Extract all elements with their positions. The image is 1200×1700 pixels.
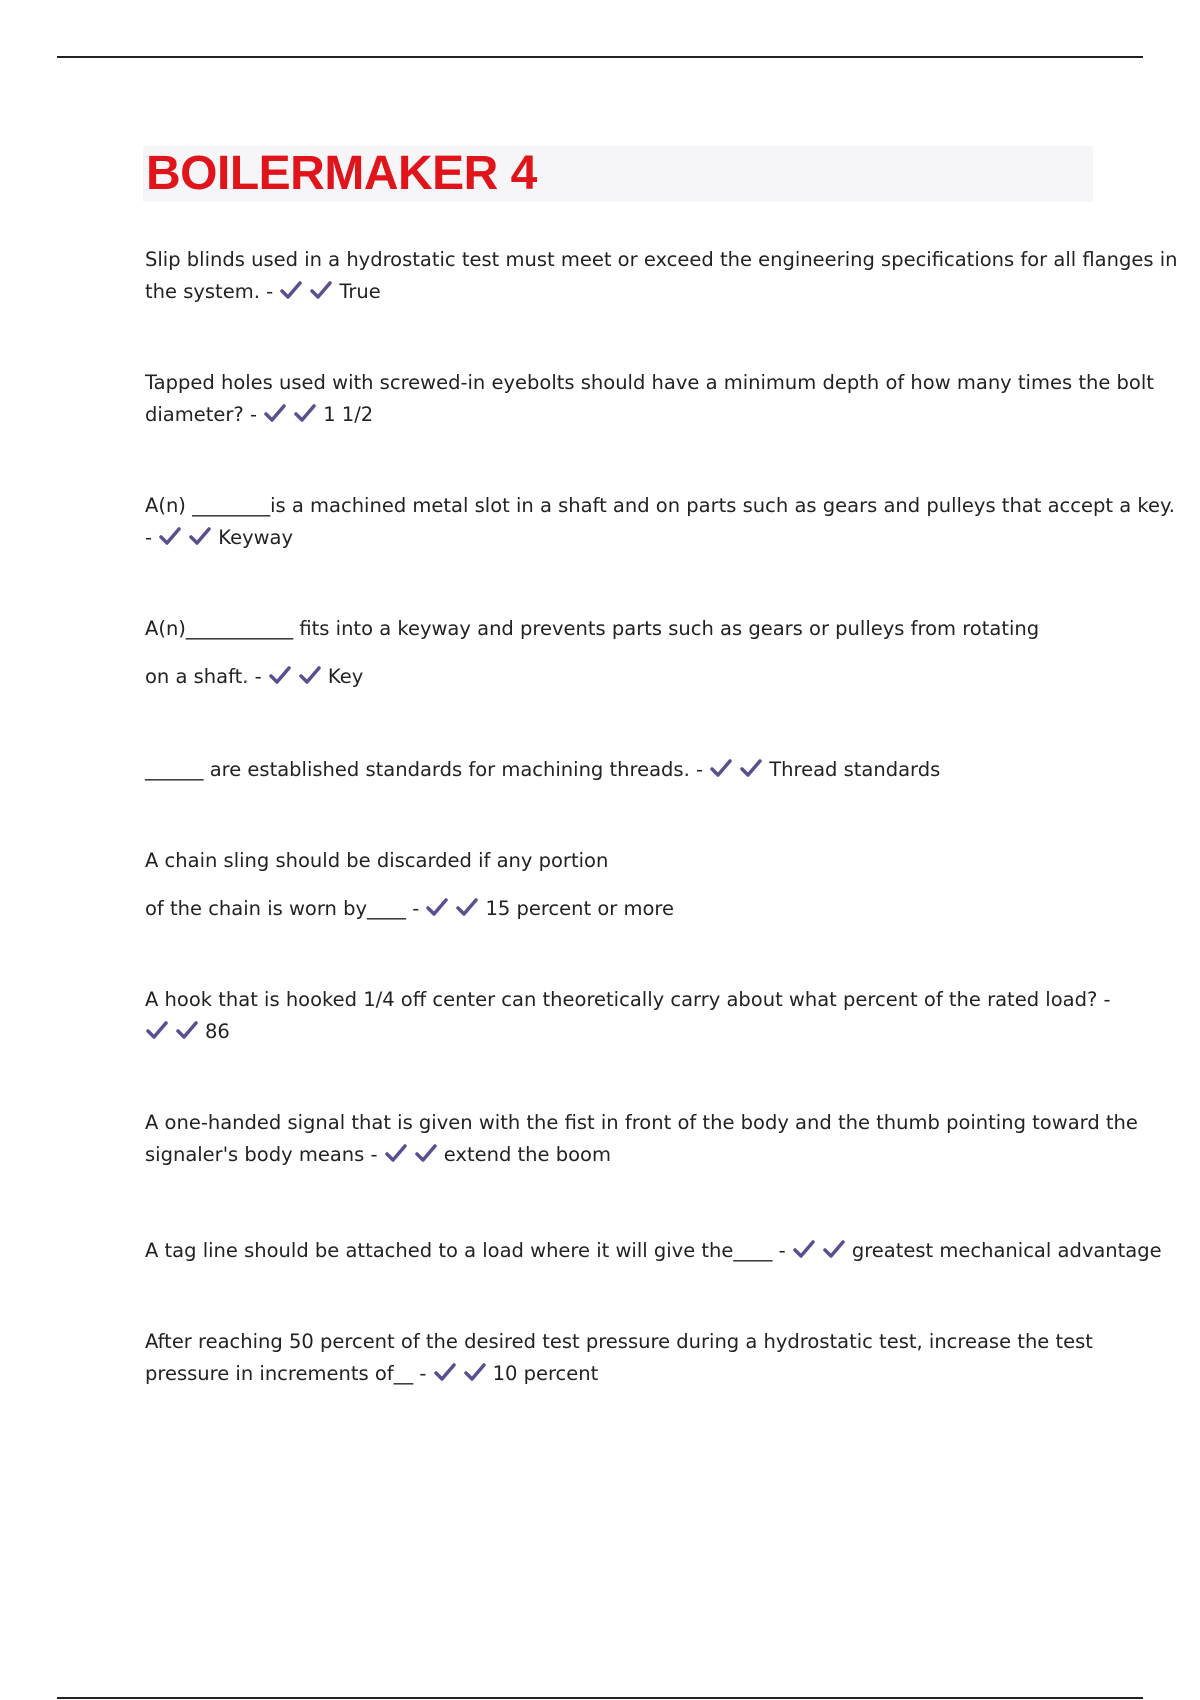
top-rule (57, 56, 1143, 58)
check-icon (455, 895, 479, 919)
check-icon (268, 663, 292, 687)
check-icon (822, 1237, 846, 1261)
question-item (145, 367, 1154, 431)
double-check-icon (384, 1143, 444, 1166)
double-check-icon (425, 897, 485, 920)
double-check-icon (158, 526, 218, 549)
answer-text: 15 percent or more (485, 897, 675, 920)
answer-text: 86 (205, 1020, 230, 1043)
question-item (145, 754, 1095, 786)
question-text: A(n)___________ fits into a keyway and prevents parts such as gears or pulleys from rotating (145, 617, 1040, 640)
double-check-icon (709, 758, 769, 781)
double-check-icon (792, 1239, 852, 1262)
question-text: diameter? - (145, 403, 257, 426)
question-item (145, 244, 1178, 308)
check-icon (309, 278, 333, 302)
check-icon (414, 1141, 438, 1165)
question-item (145, 1235, 1162, 1267)
check-icon (433, 1360, 457, 1384)
question-text: A hook that is hooked 1/4 off center can theoretically carry about what percent of the rated load? - (145, 988, 1111, 1011)
question-text: ______ are established standards for machining threads. - (145, 758, 704, 781)
question-item (145, 1326, 1095, 1390)
check-icon (293, 401, 317, 425)
answer-text: True (339, 280, 381, 303)
answer-text: Thread standards (769, 758, 941, 781)
question-text: the system. - (145, 280, 274, 303)
check-icon (263, 401, 287, 425)
question-text: A tag line should be attached to a load where it will give the____ - (145, 1239, 786, 1262)
check-icon (175, 1018, 199, 1042)
answer-text: extend the boom (443, 1143, 611, 1166)
question-text: signaler's body means - (145, 1143, 378, 1166)
check-icon (279, 278, 303, 302)
question-item (145, 490, 1175, 554)
question-item (145, 613, 1095, 693)
answer-text: 1 1/2 (323, 403, 374, 426)
double-check-icon (263, 403, 323, 426)
answer-text: Keyway (218, 526, 294, 549)
check-icon (298, 663, 322, 687)
check-icon (463, 1360, 487, 1384)
question-text: A chain sling should be discarded if any portion (145, 849, 609, 872)
question-text: A one-handed signal that is given with the fist in front of the body and the thumb pointing toward the (145, 1111, 1138, 1134)
question-text: - (145, 526, 153, 549)
double-check-icon (279, 280, 339, 303)
check-icon (709, 756, 733, 780)
question-item (145, 845, 1095, 925)
answer-text: Key (327, 665, 364, 688)
question-text: of the chain is worn by____ - (145, 897, 420, 920)
question-text: pressure in increments of__ - (145, 1362, 427, 1385)
question-item (145, 1107, 1138, 1171)
question-text: Slip blinds used in a hydrostatic test must meet or exceed the engineering specifications for all flanges in (145, 248, 1178, 271)
double-check-icon (433, 1362, 493, 1385)
answer-text: 10 percent (492, 1362, 599, 1385)
check-icon (425, 895, 449, 919)
check-icon (792, 1237, 816, 1261)
check-icon (384, 1141, 408, 1165)
question-text: Tapped holes used with screwed-in eyebolts should have a minimum depth of how many times the bolt (145, 371, 1154, 394)
check-icon (145, 1018, 169, 1042)
check-icon (158, 524, 182, 548)
question-text: on a shaft. - (145, 665, 262, 688)
document-title: BOILERMAKER 4 (146, 147, 537, 200)
answer-text: greatest mechanical advantage (851, 1239, 1162, 1262)
double-check-icon (145, 1020, 205, 1043)
check-icon (739, 756, 763, 780)
question-text: After reaching 50 percent of the desired test pressure during a hydrostatic test, increase the test (145, 1330, 1093, 1353)
double-check-icon (268, 665, 328, 688)
check-icon (188, 524, 212, 548)
bottom-rule (57, 1697, 1143, 1699)
question-item (145, 984, 1111, 1048)
question-text: A(n) ________is a machined metal slot in a shaft and on parts such as gears and pulleys that accept a key. (145, 494, 1175, 517)
